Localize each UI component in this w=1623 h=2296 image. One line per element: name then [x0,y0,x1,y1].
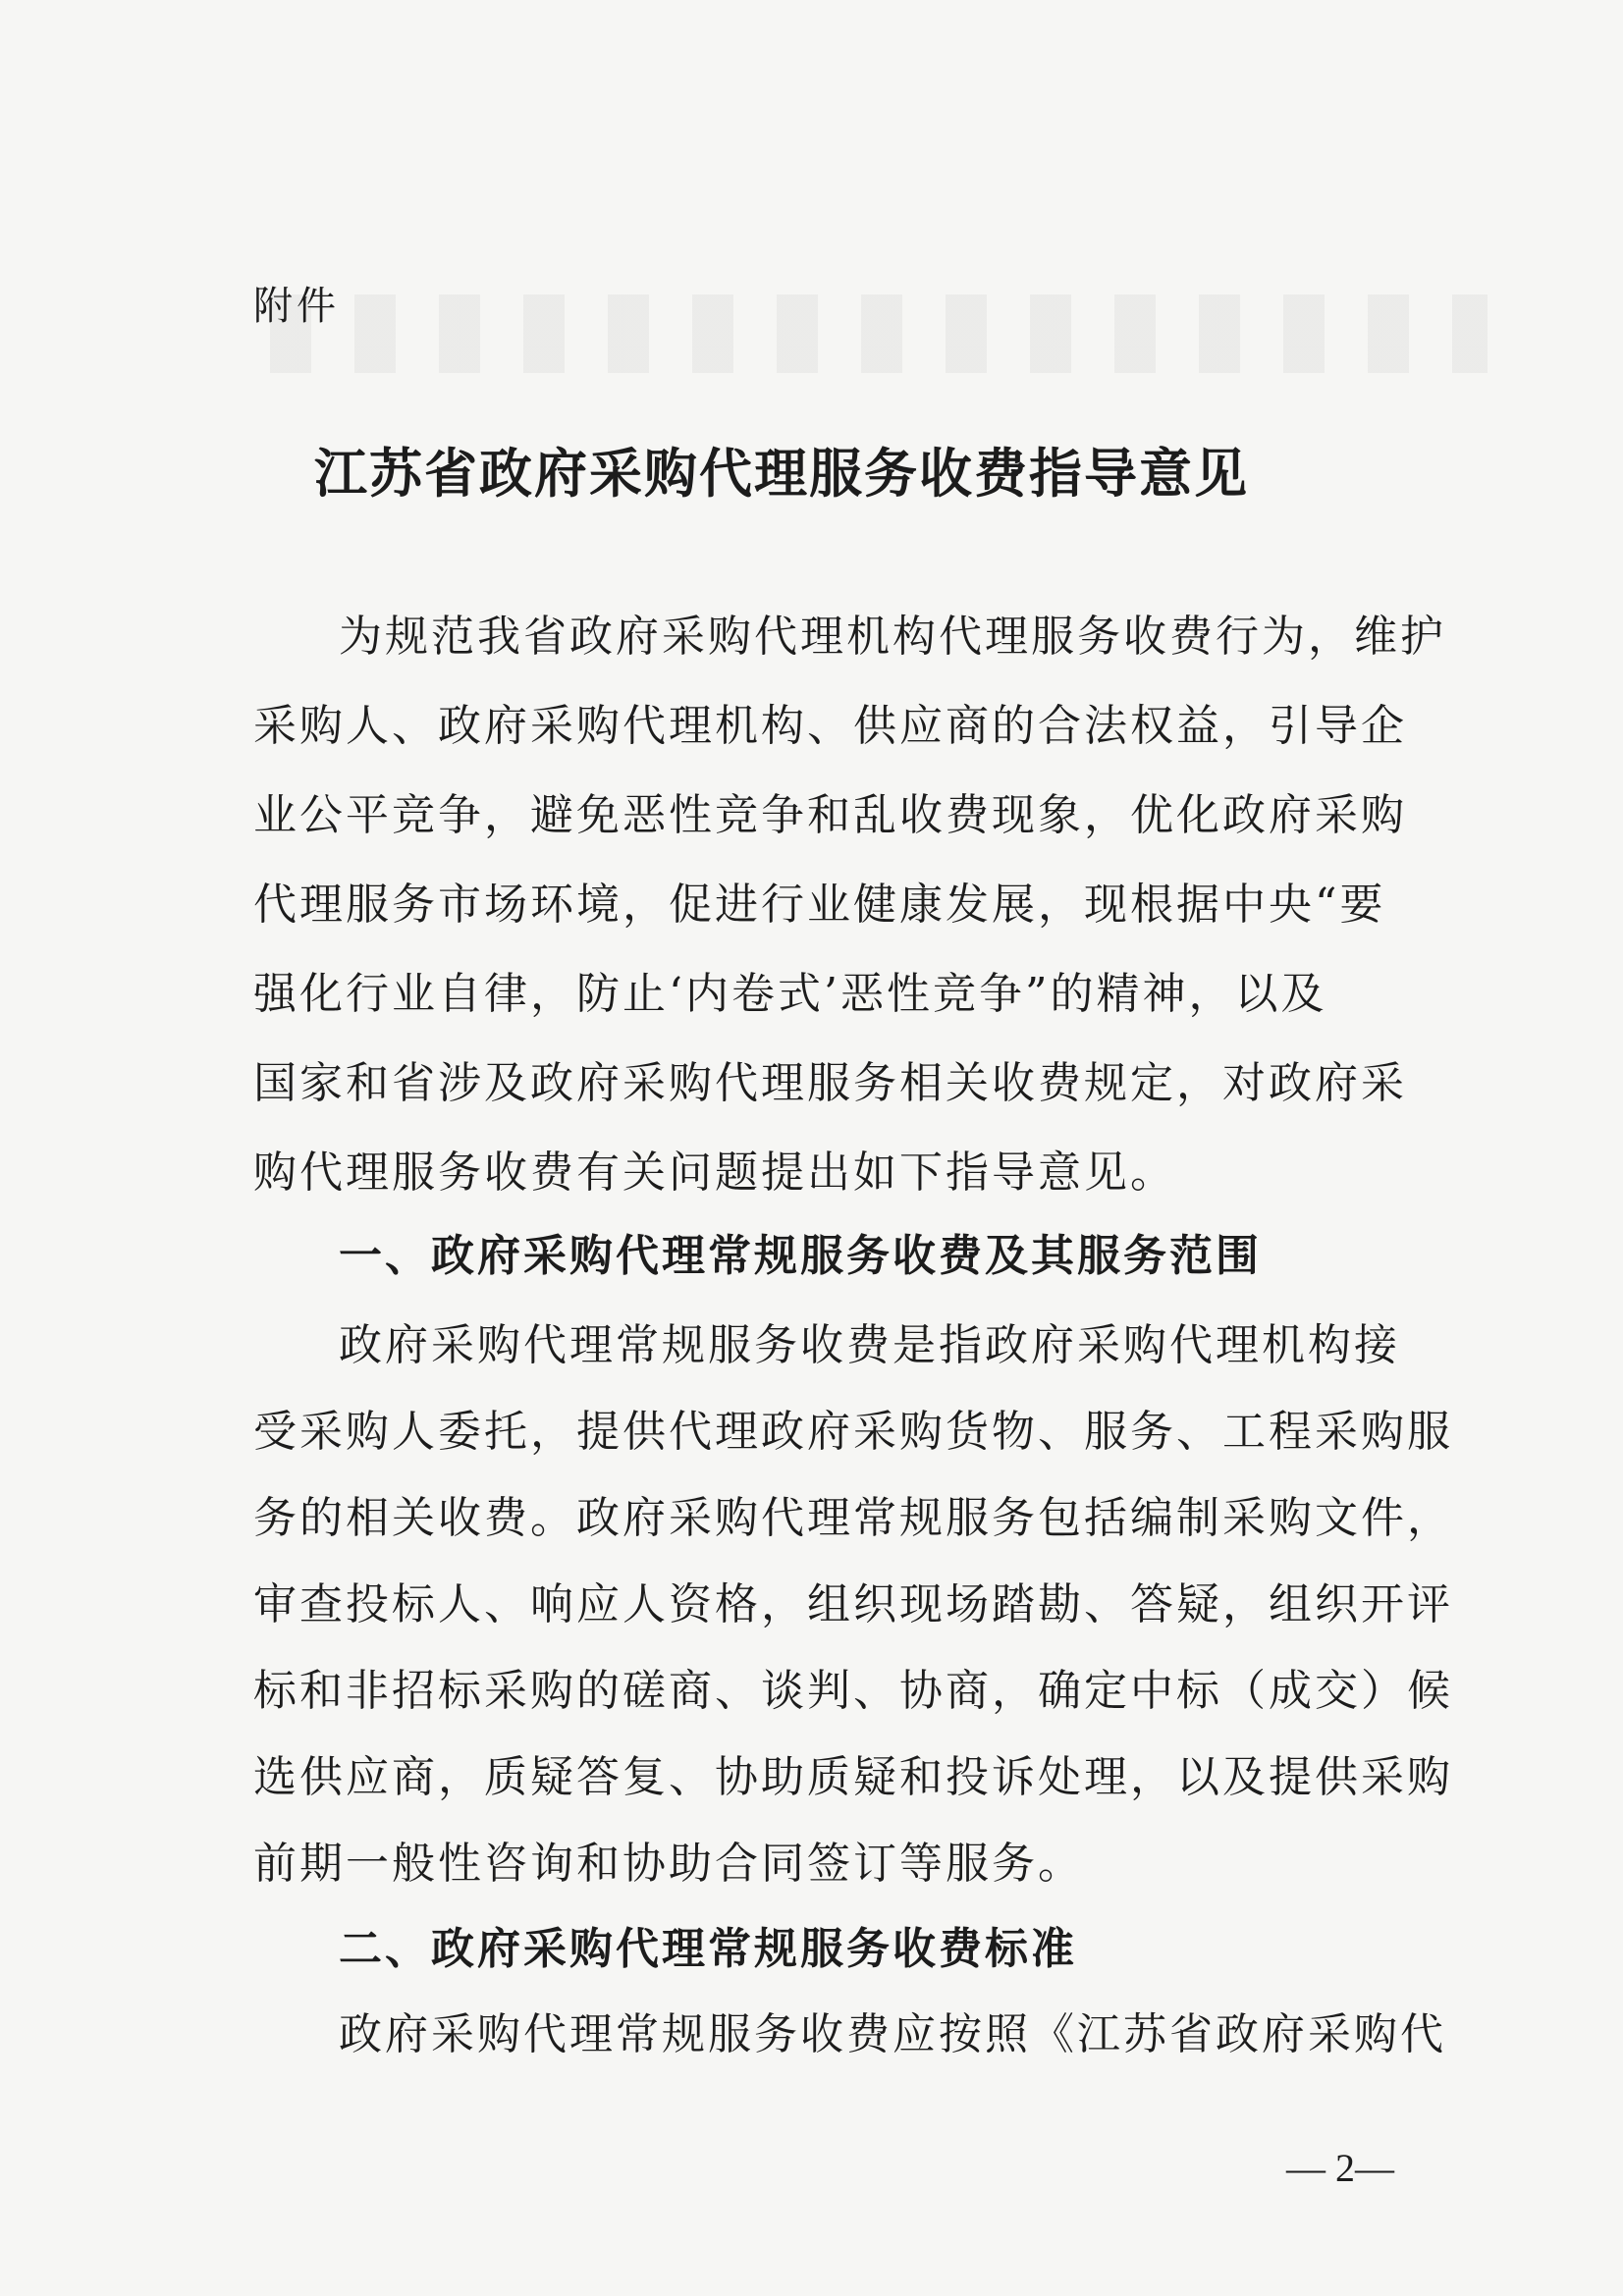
paragraph-line: 政府采购代理常规服务收费应按照《江苏省政府采购代 [339,2009,1446,2059]
paragraph-line: 购代理服务收费有关问题提出如下指导意见。 [253,1148,1176,1198]
show-through-text [270,294,1488,373]
paragraph-line: 国家和省涉及政府采购代理服务相关收费规定，对政府采 [253,1058,1407,1108]
paragraph-line: 受采购人委托，提供代理政府采购货物、服务、工程采购服 [253,1407,1453,1457]
paragraph-line: 标和非招标采购的磋商、谈判、协商，确定中标（成交）候 [253,1666,1453,1716]
paragraph-line: 前期一般性咨询和协助合同签订等服务。 [253,1839,1084,1889]
paragraph-line: 业公平竞争，避免恶性竞争和乱收费现象，优化政府采购 [253,790,1407,840]
attachment-label: 附件 [253,284,340,329]
paragraph-line: 代理服务市场环境，促进行业健康发展，现根据中央“要 [253,880,1386,930]
section-heading-2: 二、政府采购代理常规服务收费标准 [339,1924,1077,1974]
paragraph-line: 选供应商，质疑答复、协助质疑和投诉处理，以及提供采购 [253,1752,1453,1802]
paragraph-line: 务的相关收费。政府采购代理常规服务包括编制采购文件， [253,1493,1453,1543]
paragraph-line: 采购人、政府采购代理机构、供应商的合法权益，引导企 [253,701,1407,751]
section-heading-1: 一、政府采购代理常规服务收费及其服务范围 [339,1231,1262,1281]
document-title: 江苏省政府采购代理服务收费指导意见 [314,442,1249,505]
page-number: — 2— [1286,2146,1394,2190]
paragraph-line: 为规范我省政府采购代理机构代理服务收费行为，维护 [339,612,1446,662]
paragraph-line: 强化行业自律，防止‘内卷式’恶性竞争”的精神，以及 [253,969,1327,1019]
paragraph-line: 审查投标人、响应人资格，组织现场踏勘、答疑，组织开评 [253,1579,1453,1629]
paragraph-line: 政府采购代理常规服务收费是指政府采购代理机构接 [339,1320,1400,1370]
